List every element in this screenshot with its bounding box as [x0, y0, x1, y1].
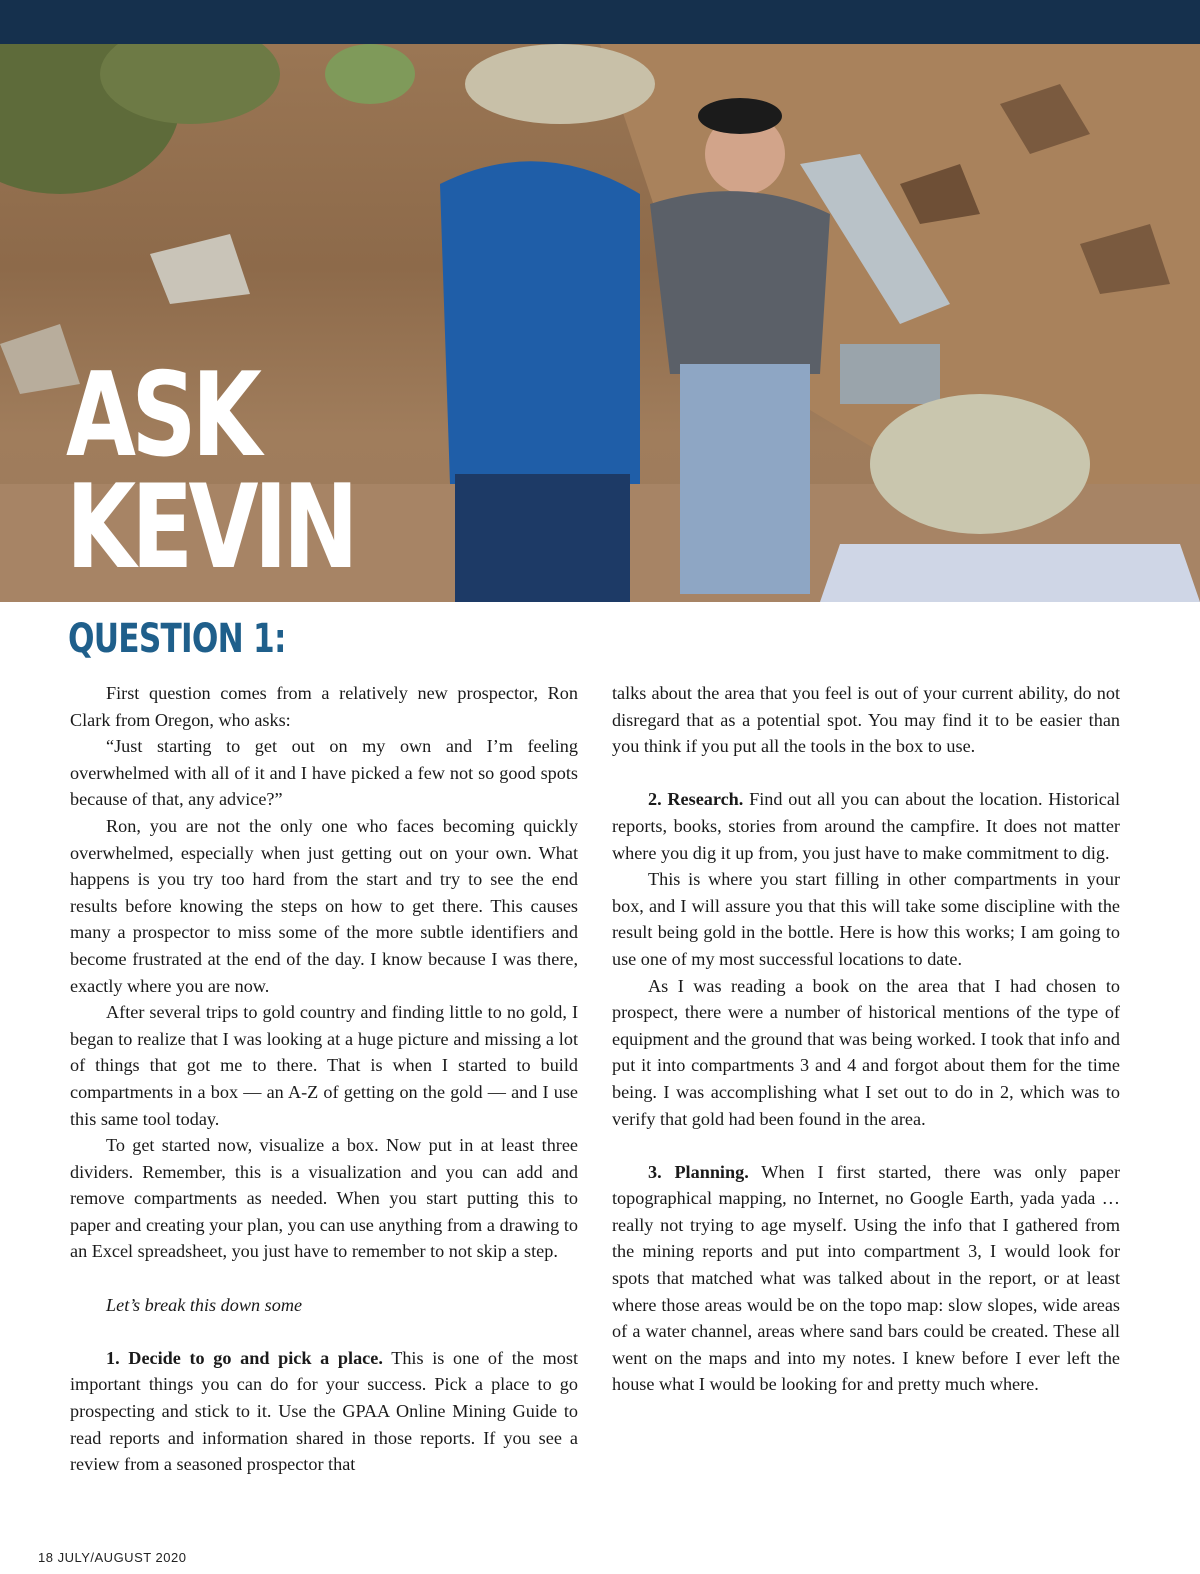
numbered-item: [70, 1345, 578, 1478]
hero-photo: [0, 44, 1200, 602]
blue-shirt: [440, 161, 640, 484]
item-label: 3. Planning.: [648, 1161, 749, 1182]
cactus-shape: [325, 44, 415, 104]
cap-shape: [698, 98, 782, 134]
headline: [66, 348, 354, 595]
paragraph: “Just starting to get out on my own and I’m feeling overwhelmed with all of it and I have picked a few not so good spots because of that, any advice?”: [70, 736, 578, 810]
item-text: Find out all you can about the location. Historical reports, books, stories from around the campfire. It does not matter where you dig it up from, you just have to make commitment to dig.: [612, 789, 1120, 863]
plaid-shirt: [820, 544, 1200, 602]
item-label: 1. Decide to go and pick a place.: [106, 1347, 383, 1368]
headline-line-1: ASK: [66, 348, 258, 483]
paragraph: As I was reading a book on the area that I had chosen to prospect, there were a number of historical mentions of the type of equipment and the ground that was being worked. I took that info and put it into compartments 3 and 4 and forgot about them for the time being. I was accomplishing what I set out to do in 2, which was to verify that gold had been found in the area.: [612, 975, 1120, 1129]
hat-shape: [870, 394, 1090, 534]
paragraph: This is where you start filling in other compartments in your box, and I will assure you that this will take some discipline with the result being gold in the bottle. Here is how this works; I am going to use one of my most successful locations to date.: [612, 869, 1120, 969]
rock-shape: [150, 234, 250, 304]
top-banner-bar: [0, 0, 1200, 44]
jeans: [455, 474, 630, 602]
left-column: [70, 680, 578, 1478]
item-label: 2. Research.: [648, 789, 744, 810]
light-jeans: [680, 364, 810, 594]
item-text: When I first started, there was only paper topographical mapping, no Internet, no Google Earth, yada yada … really not trying to age myself. Using the info that I gathered from the mining reports and put into compartment 3, I would look for spots that matched what was talked about in the report, or at least where those areas would be on the topo map: slow slopes, wide areas of a water channel, areas where sand bars could be created. These all went on the maps and into my notes. I knew before I ever left the house what I would be looking for and pretty much where.: [612, 1161, 1121, 1395]
numbered-item: [612, 1159, 1120, 1398]
italic-lead: Let’s break this down some: [106, 1294, 303, 1315]
paragraph: First question comes from a relatively new prospector, Ron Clark from Oregon, who asks:: [70, 683, 578, 730]
paragraph: To get started now, visualize a box. Now put in at least three dividers. Remember, this is a visualization and you can add and remove compartments as needed. When you start putting this to paper and creating your plan, you can use anything from a drawing to an Excel spreadsheet, you just have to remember to not skip a step.: [70, 1135, 578, 1262]
paragraph: After several trips to gold country and finding little to no gold, I began to realize that I was looking at a huge picture and missing a lot of things that got me to there. That is when I started to build compartments in a box — an A-Z of getting on the gold — and I use this same tool today.: [70, 1002, 578, 1129]
paragraph: Ron, you are not the only one who faces becoming quickly overwhelmed, especially when just getting out on your own. What happens is you try too hard from the start and try to see the end results before knowing the steps on how to get there. This causes many a prospector to miss some of the more subtle identifiers and become frustrated at the end of the day. I know because I was there, exactly where you are now.: [70, 815, 578, 996]
hoodie: [650, 191, 830, 374]
numbered-item: [612, 786, 1120, 866]
right-column: [612, 680, 1120, 1398]
item-text: This is one of the most important things you can do for your success. Pick a place to go prospecting and stick to it. Use the GPAA Online Mining Guide to read reports and information shared in those reports. If you see a review from a seasoned prospector that: [70, 1347, 578, 1475]
paragraph: talks about the area that you feel is out of your current ability, do not disregard that as a potential spot. You may find it to be easier than you think if you put all the tools in the box to use.: [612, 683, 1120, 757]
paragraph: [70, 1292, 578, 1319]
hat-shape: [465, 44, 655, 124]
equipment-box: [840, 344, 940, 404]
headline-line-2: KEVIN: [66, 460, 354, 595]
section-heading: QUESTION 1:: [68, 616, 286, 662]
page-footer: 18 JULY/AUGUST 2020: [38, 1550, 187, 1565]
